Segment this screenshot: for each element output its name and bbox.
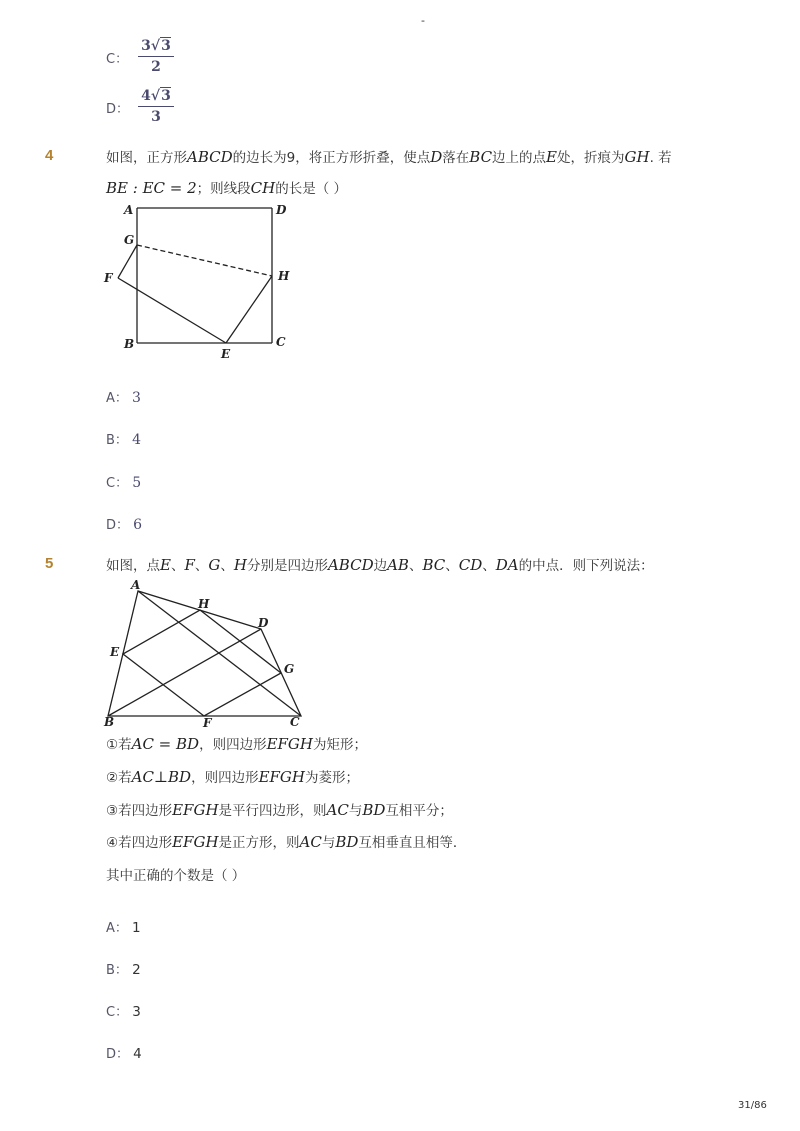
- math-term: BC: [469, 148, 493, 166]
- math-term: AC: [299, 833, 322, 851]
- text-run: ，则四边形: [199, 737, 267, 753]
- q4-option-c[interactable]: C： 5: [106, 475, 142, 491]
- q5-option-b[interactable]: B： 2: [106, 962, 141, 978]
- math-term: BD: [335, 833, 359, 851]
- q5-statement-4: [106, 831, 466, 851]
- math-term: AC = BD: [131, 735, 200, 753]
- text-run: 边: [373, 558, 388, 574]
- math-term: CH: [250, 179, 276, 197]
- text-run: 是平行四边形，则: [218, 803, 327, 819]
- label-A: A: [124, 203, 134, 217]
- math-term: AC⊥BD: [131, 768, 192, 786]
- text-run: 、: [170, 558, 185, 574]
- q5-ask: 其中正确的个数是（ ）: [106, 868, 246, 884]
- label-C: C: [276, 335, 286, 349]
- math-term: EFGH: [266, 735, 313, 753]
- math-term: G: [208, 556, 221, 574]
- label-G: G: [124, 233, 135, 247]
- text-run: 为矩形；: [313, 737, 367, 753]
- math-term: GH: [624, 148, 650, 166]
- math-term: BD: [362, 801, 386, 819]
- text-run: 、: [220, 558, 234, 574]
- text-run: 分别是四边形: [246, 558, 328, 574]
- label-E: E: [110, 645, 120, 659]
- label-C: C: [290, 715, 300, 728]
- text-run: 与: [348, 803, 363, 819]
- math-term: ABCD: [187, 148, 233, 166]
- math-term: AC: [326, 801, 349, 819]
- option-d-fraction: 4√3 3: [138, 88, 174, 125]
- text-run: ④若四边形: [106, 835, 173, 851]
- text-run: 为菱形；: [305, 770, 359, 786]
- math-term: BC: [422, 556, 446, 574]
- text-run: ①若: [106, 737, 132, 753]
- math-term: F: [184, 556, 195, 574]
- math-term: CD: [458, 556, 483, 574]
- text-run: 互相垂直且相等．: [358, 835, 467, 851]
- text-run: 如图，点: [106, 558, 160, 574]
- q5-option-c[interactable]: C： 3: [106, 1004, 141, 1020]
- q5-statement-2: [106, 766, 359, 786]
- option-c-label: C：: [106, 52, 129, 67]
- q4-option-d[interactable]: D： 6: [106, 517, 143, 533]
- text-run: 互相平分；: [385, 803, 453, 819]
- label-D: D: [258, 616, 269, 630]
- question-number: 5: [45, 555, 54, 572]
- text-run: 边上的点: [492, 150, 547, 166]
- text-run: 的边长为9，将正方形折叠，使点: [232, 150, 431, 166]
- math-term: D: [430, 148, 443, 166]
- q4-option-a[interactable]: A： 3: [106, 390, 141, 406]
- q4-stem-line2: [106, 177, 347, 197]
- question-number: 4: [45, 147, 54, 164]
- q5-stem-line1: [106, 554, 654, 574]
- text-run: ②若: [106, 770, 132, 786]
- text-run: 、: [482, 558, 496, 574]
- option-d-label: D：: [106, 102, 130, 117]
- label-G: G: [284, 662, 295, 676]
- math-term: DA: [495, 556, 519, 574]
- text-run: 如图，正方形: [106, 150, 187, 166]
- text-run: 、: [445, 558, 459, 574]
- math-term: E: [160, 556, 171, 574]
- q4-stem-line1: [106, 146, 672, 166]
- math-term: EFGH: [172, 833, 219, 851]
- label-F: F: [104, 271, 113, 285]
- page-number: 31/86: [738, 1100, 767, 1111]
- math-term: H: [233, 556, 247, 574]
- label-D: D: [276, 203, 287, 217]
- text-run: 是正方形，则: [218, 835, 300, 851]
- text-run: . 若: [649, 150, 672, 166]
- text-run: 的中点．则下列说法：: [518, 558, 654, 574]
- label-F: F: [203, 716, 212, 728]
- text-run: ，则四边形: [191, 770, 259, 786]
- q5-statement-1: [106, 733, 367, 753]
- text-run: ；则线段: [196, 181, 251, 197]
- q4-option-b[interactable]: B： 4: [106, 432, 141, 448]
- text-run: 落在: [442, 150, 470, 166]
- label-H: H: [198, 597, 210, 611]
- q5-statement-3: [106, 799, 453, 819]
- text-run: 的长是（ ）: [275, 181, 347, 197]
- q4-figure: [100, 198, 300, 363]
- text-run: ③若四边形: [106, 803, 173, 819]
- math-term: EFGH: [172, 801, 219, 819]
- q5-option-a[interactable]: A： 1: [106, 920, 141, 936]
- text-run: 处，折痕为: [557, 150, 625, 166]
- q5-option-d[interactable]: D： 4: [106, 1046, 142, 1062]
- math-term: BE : EC = 2: [106, 179, 197, 197]
- text-run: 、: [194, 558, 209, 574]
- text-run: 、: [408, 558, 423, 574]
- math-term: E: [546, 148, 557, 166]
- text-run: 与: [321, 835, 336, 851]
- label-B: B: [104, 715, 115, 728]
- option-c-fraction: 3√3 2: [138, 38, 174, 75]
- math-term: EFGH: [258, 768, 305, 786]
- header-mark: -: [421, 14, 425, 27]
- label-E: E: [221, 347, 231, 361]
- label-B: B: [124, 337, 135, 351]
- label-H: H: [278, 269, 290, 283]
- math-term: ABCD: [327, 556, 374, 574]
- q5-figure: [100, 578, 310, 728]
- label-A: A: [131, 578, 141, 592]
- math-term: AB: [387, 556, 409, 574]
